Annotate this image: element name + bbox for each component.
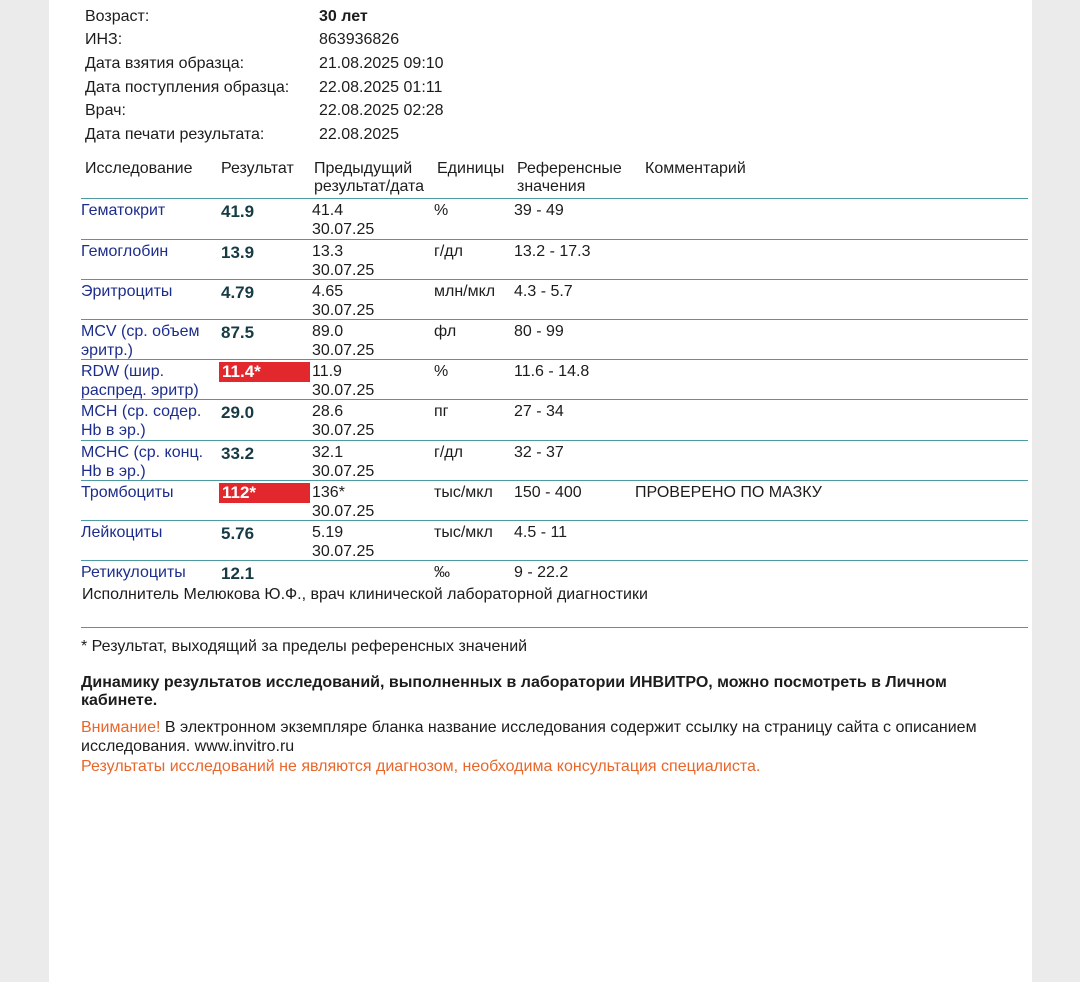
attention-text: В электронном экземпляре бланка название исследования содержит ссылку на страницу сайта с описанием исследования. www.invitro.ru [81, 719, 977, 755]
units: % [434, 202, 449, 219]
received-value: 22.08.2025 01:11 [319, 79, 443, 96]
dynamics-notice: Динамику результатов исследований, выполненных в лаборатории ИНВИТРО, можно посмотреть в Личном кабинете. [81, 674, 947, 709]
doctor-label: Врач: [85, 102, 126, 119]
previous-result [312, 483, 374, 521]
header-comment: Комментарий [645, 160, 746, 177]
test-name-line-1: Гемоглобин [81, 243, 169, 260]
test-name-line-1: Гематокрит [81, 202, 166, 219]
previous-result [312, 201, 374, 239]
reference-range: 32 - 37 [514, 444, 564, 461]
row-divider [81, 198, 1028, 199]
result-value: 29.0 [221, 403, 255, 422]
result-value: 13.9 [221, 243, 255, 262]
test-name-link[interactable] [81, 563, 216, 582]
sample-date-value: 21.08.2025 09:10 [319, 55, 444, 72]
test-name-link[interactable] [81, 201, 216, 220]
result-value: 87.5 [221, 323, 255, 342]
age-label: Возраст: [85, 8, 150, 25]
row-divider [81, 279, 1028, 280]
previous-date: 30.07.25 [312, 463, 375, 480]
table-row [0, 523, 1080, 563]
test-name-link[interactable] [81, 402, 216, 440]
previous-date: 30.07.25 [312, 342, 375, 359]
test-name-line-1: MCV (ср. объем [81, 323, 200, 340]
row-divider [81, 440, 1028, 441]
test-name-link[interactable] [81, 523, 216, 542]
age-value: 30 лет [319, 8, 368, 25]
header-prev-2: результат/дата [314, 178, 425, 195]
table-row [0, 322, 1080, 362]
inz-label: ИНЗ: [85, 31, 123, 48]
header-ref-2: значения [517, 178, 586, 195]
table-row [0, 362, 1080, 402]
result-value: 4.79 [221, 283, 255, 302]
row-divider [81, 239, 1028, 240]
header-test: Исследование [85, 160, 193, 177]
previous-value: 41.4 [312, 202, 344, 219]
previous-result [312, 523, 374, 561]
result-value: 41.9 [221, 202, 255, 221]
test-name-line-2: Hb в эр.) [81, 463, 146, 480]
row-divider [81, 520, 1028, 521]
units: г/дл [434, 243, 463, 260]
test-name-line-1: Ретикулоциты [81, 564, 186, 581]
previous-value: 5.19 [312, 524, 344, 541]
reference-range: 39 - 49 [514, 202, 564, 219]
doctor-value: 22.08.2025 02:28 [319, 102, 444, 119]
units: млн/мкл [434, 283, 496, 300]
result-value: 5.76 [221, 524, 255, 543]
previous-value: 89.0 [312, 323, 344, 340]
footer-divider [81, 627, 1028, 628]
test-name-line-2: распред. эритр) [81, 382, 199, 399]
previous-date: 30.07.25 [312, 302, 375, 319]
result-value: 11.4* [219, 362, 310, 382]
row-divider [81, 480, 1028, 481]
inz-value: 863936826 [319, 31, 400, 48]
units: тыс/мкл [434, 484, 493, 501]
attention-notice [81, 718, 1021, 756]
previous-result [312, 402, 374, 440]
test-name-line-1: MCHC (ср. конц. [81, 444, 204, 461]
header-result: Результат [221, 160, 294, 177]
previous-date: 30.07.25 [312, 382, 375, 399]
test-name-line-1: MCH (ср. содер. [81, 403, 202, 420]
units: фл [434, 323, 457, 340]
previous-value: 4.65 [312, 283, 344, 300]
table-row [0, 282, 1080, 322]
row-divider [81, 319, 1028, 320]
units: % [434, 363, 449, 380]
test-name-link[interactable] [81, 443, 216, 481]
attention-word: Внимание! [81, 719, 161, 736]
header-prev-1: Предыдущий [314, 160, 413, 177]
previous-value: 11.9 [312, 363, 342, 380]
print-date-value: 22.08.2025 [319, 126, 400, 143]
reference-range: 150 - 400 [514, 484, 582, 501]
row-divider [81, 359, 1028, 360]
units: тыс/мкл [434, 524, 493, 541]
previous-result [312, 242, 374, 280]
test-name-line-1: RDW (шир. [81, 363, 165, 380]
reference-range: 13.2 - 17.3 [514, 243, 591, 260]
test-name-link[interactable] [81, 362, 216, 400]
reference-range: 11.6 - 14.8 [514, 363, 590, 380]
comment: ПРОВЕРЕНО ПО МАЗКУ [635, 484, 822, 501]
previous-date: 30.07.25 [312, 262, 375, 279]
previous-value: 32.1 [312, 444, 344, 461]
units: г/дл [434, 444, 463, 461]
reference-range: 4.5 - 11 [514, 524, 568, 541]
previous-value: 13.3 [312, 243, 344, 260]
reference-range: 4.3 - 5.7 [514, 283, 573, 300]
executor-line: Исполнитель Мелюкова Ю.Ф., врач клинической лабораторной диагностики [82, 586, 648, 603]
previous-date: 30.07.25 [312, 503, 375, 520]
row-divider [81, 560, 1028, 561]
reference-range: 27 - 34 [514, 403, 564, 420]
header-ref-1: Референсные [517, 160, 622, 177]
received-label: Дата поступления образца: [85, 79, 290, 96]
print-date-label: Дата печати результата: [85, 126, 265, 143]
test-name-link[interactable] [81, 282, 216, 301]
units: ‰ [434, 564, 450, 581]
previous-date: 30.07.25 [312, 221, 375, 238]
previous-result [312, 322, 374, 360]
test-name-line-1: Лейкоциты [81, 524, 163, 541]
previous-result [312, 443, 374, 481]
sample-date-label: Дата взятия образца: [85, 55, 245, 72]
row-divider [81, 399, 1028, 400]
test-name-line-1: Тромбоциты [81, 484, 174, 501]
table-row [0, 201, 1080, 241]
test-name-link[interactable] [81, 242, 216, 261]
previous-date: 30.07.25 [312, 422, 375, 439]
test-name-line-2: эритр.) [81, 342, 133, 359]
reference-range: 9 - 22.2 [514, 564, 569, 581]
reference-range: 80 - 99 [514, 323, 564, 340]
table-row [0, 483, 1080, 523]
test-name-link[interactable] [81, 483, 216, 502]
result-value: 33.2 [221, 444, 255, 463]
previous-result [312, 282, 374, 320]
disclaimer: Результаты исследований не являются диагнозом, необходима консультация специалиста. [81, 758, 761, 775]
table-row [0, 443, 1080, 483]
result-value: 112* [219, 483, 310, 503]
test-name-line-1: Эритроциты [81, 283, 173, 300]
table-row [0, 402, 1080, 442]
test-name-line-2: Hb в эр.) [81, 422, 146, 439]
previous-result [312, 362, 374, 400]
previous-date: 30.07.25 [312, 543, 375, 560]
units: пг [434, 403, 449, 420]
table-row [0, 242, 1080, 282]
previous-value: 136* [312, 484, 345, 501]
test-name-link[interactable] [81, 322, 216, 360]
header-units: Единицы [437, 160, 505, 177]
result-value: 12.1 [221, 564, 255, 583]
reference-note: * Результат, выходящий за пределы референсных значений [81, 638, 528, 655]
previous-value: 28.6 [312, 403, 344, 420]
